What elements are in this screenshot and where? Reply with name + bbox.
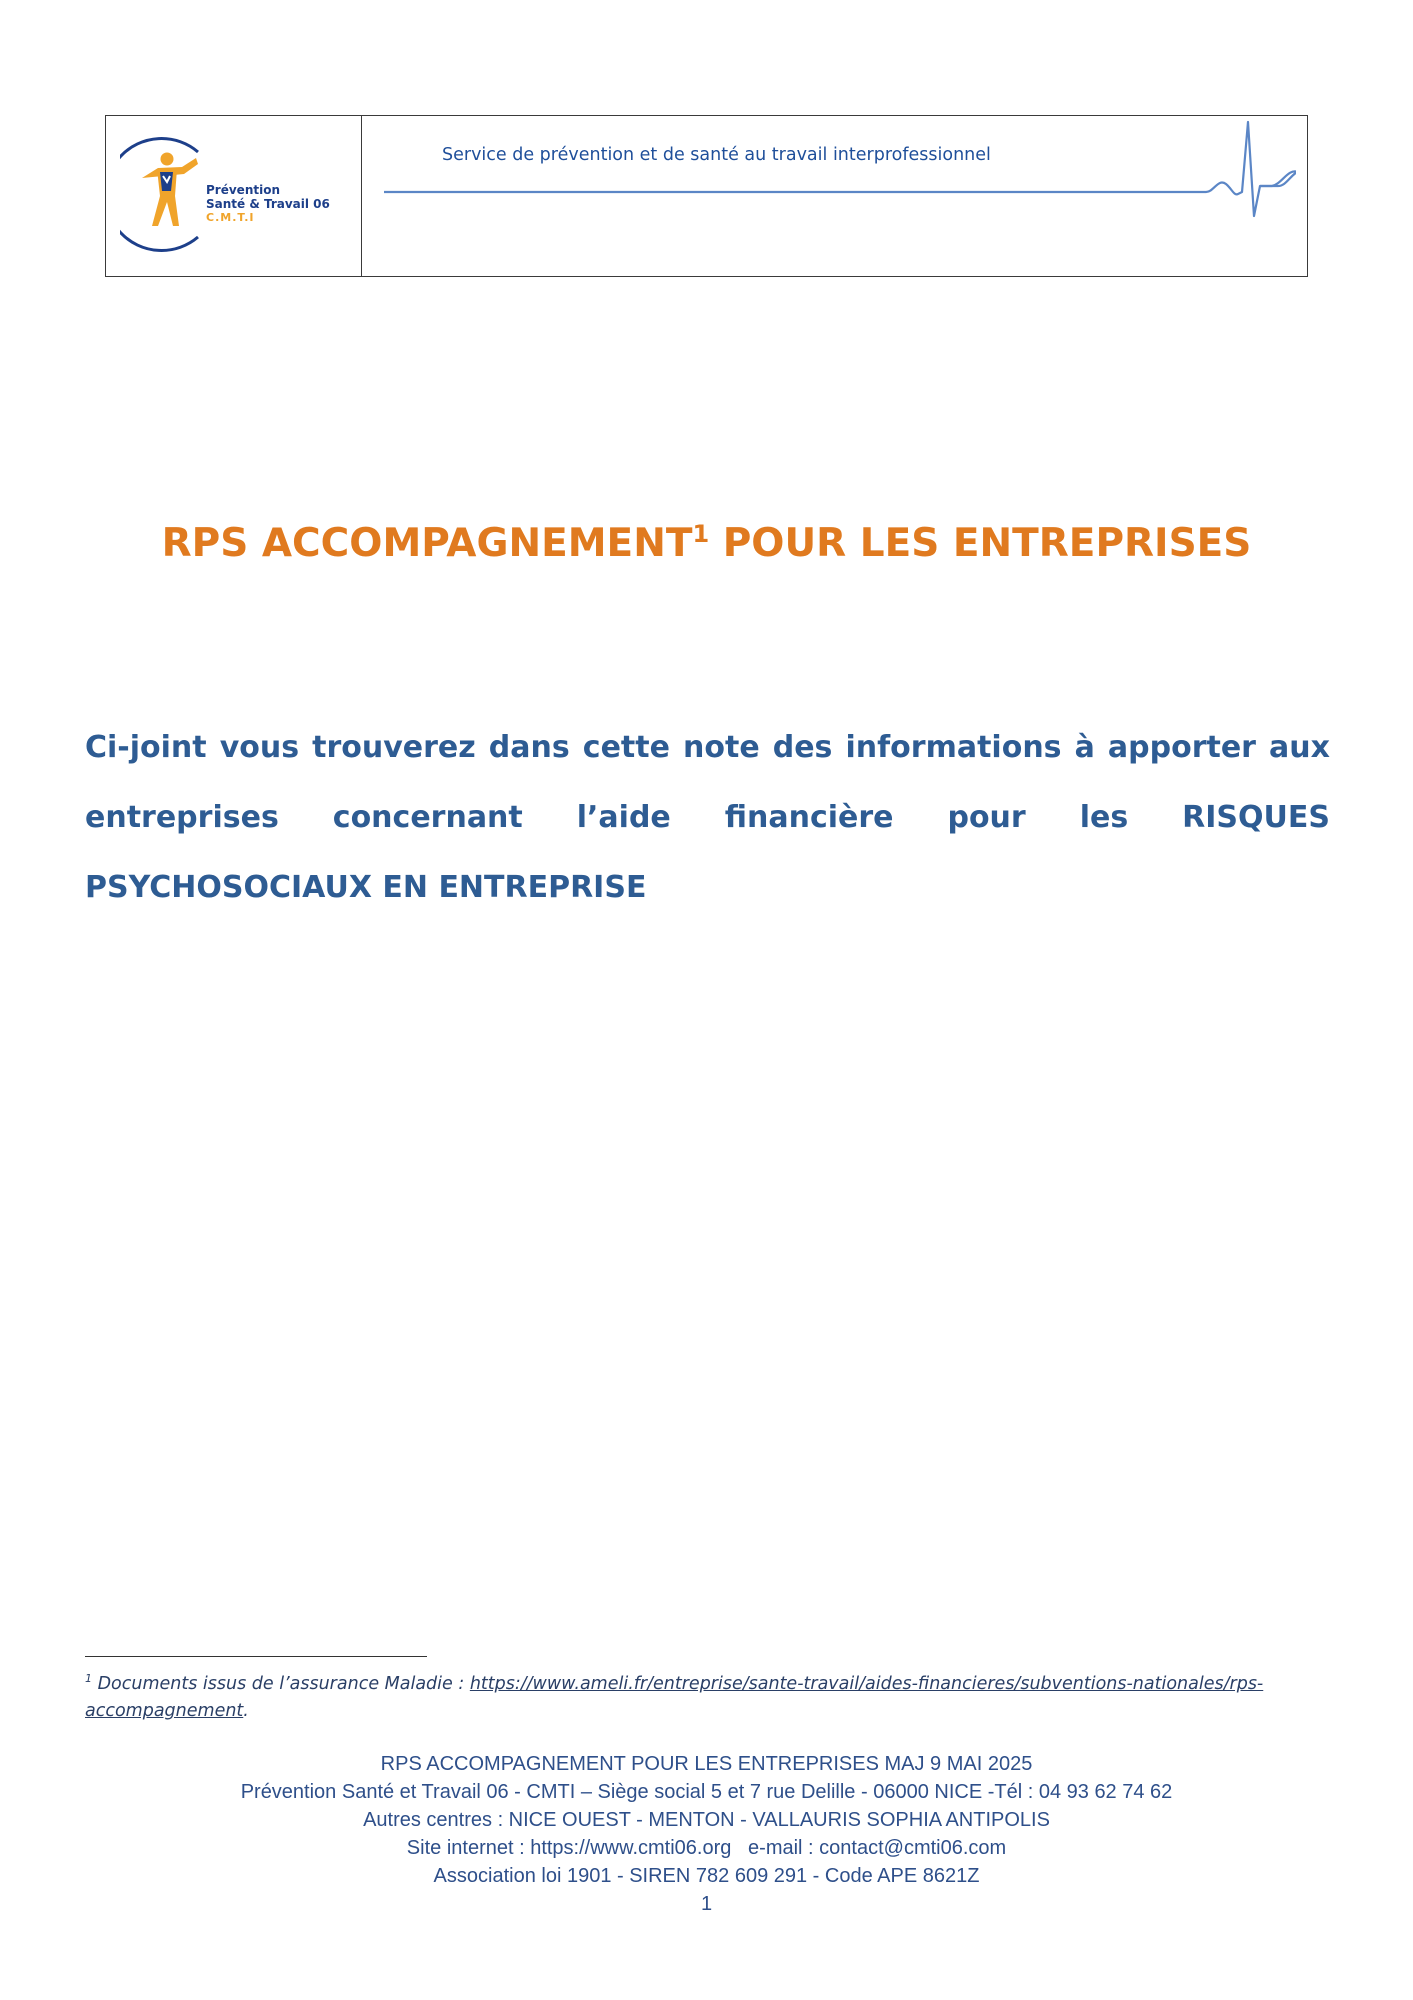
- header-box: [105, 115, 1308, 277]
- service-text: Service de prévention et de santé au travail interprofessionnel: [442, 145, 991, 165]
- footer-line-3: Autres centres : NICE OUEST - MENTON - VALLAURIS SOPHIA ANTIPOLIS: [363, 1809, 1050, 1831]
- logo-line-2: Santé & Travail 06: [206, 197, 330, 211]
- page-footer: [0, 1750, 1413, 1918]
- title-footnote-ref: 1: [692, 520, 710, 548]
- footnote-number: 1: [85, 1672, 92, 1686]
- footer-line-1: RPS ACCOMPAGNEMENT POUR LES ENTREPRISES MAJ 9 MAI 2025: [380, 1753, 1033, 1775]
- footnote-link[interactable]: https://www.ameli.fr/entreprise/sante-travail/aides-financieres/subventions-nationales/rps-accompagnement: [85, 1674, 1264, 1721]
- title-part-2: POUR LES ENTREPRISES: [709, 521, 1252, 566]
- footnote: [85, 1671, 1330, 1725]
- page-number: 1: [700, 1893, 713, 1915]
- footnote-separator: [85, 1656, 427, 1657]
- logo-line-3: C.M.T.I: [206, 211, 255, 224]
- logo-line-1: Prévention: [206, 183, 280, 197]
- title-part-1: RPS ACCOMPAGNEMENT: [161, 521, 693, 566]
- logo-icon: [120, 134, 210, 258]
- logo-cell: [106, 116, 362, 276]
- footnote-end: .: [243, 1701, 249, 1721]
- page-title: [0, 521, 1413, 566]
- ecg-line-icon: [376, 116, 1296, 276]
- footer-line-2: Prévention Santé et Travail 06 - CMTI – Siège social 5 et 7 rue Delille - 06000 NICE -Tél : 04 93 62 74 62: [240, 1781, 1173, 1803]
- intro-paragraph: Ci-joint vous trouverez dans cette note des informations à apporter aux entreprises concernant l’aide financière pour les RISQUES PSYCHOSOCIAUX EN ENTREPRISE: [85, 730, 1330, 905]
- footer-line-4: Site internet : https://www.cmti06.org e-mail : contact@cmti06.com: [406, 1837, 1007, 1859]
- footnote-text: Documents issus de l’assurance Maladie :: [92, 1674, 470, 1694]
- footer-line-5: Association loi 1901 - SIREN 782 609 291 - Code APE 8621Z: [433, 1865, 980, 1887]
- figure-head: [161, 153, 174, 166]
